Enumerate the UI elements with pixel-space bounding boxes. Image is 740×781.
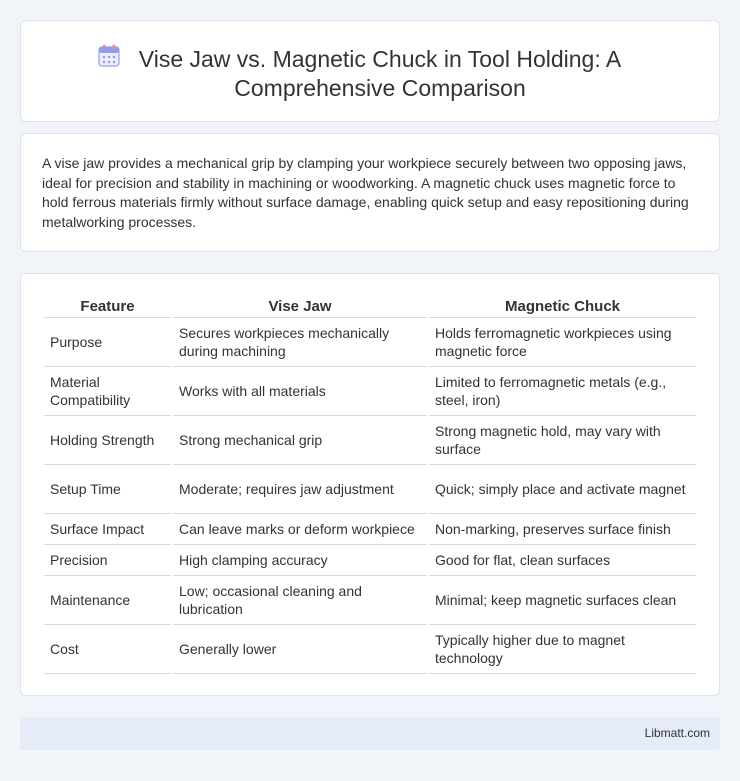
row-feature: Surface Impact: [44, 514, 171, 545]
header-magnetic-chuck: Magnetic Chuck: [429, 294, 696, 318]
footer: [20, 717, 720, 750]
table-row: [44, 465, 696, 514]
row-feature: Maintenance: [44, 576, 171, 625]
row-magnetic-chuck: Holds ferromagnetic workpieces using magnetic force: [429, 318, 696, 367]
intro-card: [20, 133, 720, 252]
title-card: [20, 20, 720, 122]
row-magnetic-chuck: Non-marking, preserves surface finish: [429, 514, 696, 545]
table-row: [44, 576, 696, 625]
row-vise-jaw: Low; occasional cleaning and lubrication: [173, 576, 427, 625]
row-feature: Setup Time: [44, 465, 171, 514]
row-feature: Holding Strength: [44, 416, 171, 465]
row-vise-jaw: High clamping accuracy: [173, 545, 427, 576]
table-row: [44, 514, 696, 545]
row-magnetic-chuck: Limited to ferromagnetic metals (e.g., steel, iron): [429, 367, 696, 416]
comparison-card: [20, 273, 720, 696]
row-magnetic-chuck: Good for flat, clean surfaces: [429, 545, 696, 576]
table-row: [44, 416, 696, 465]
page-title: Vise Jaw vs. Magnetic Chuck in Tool Holding: A Comprehensive Comparison: [138, 46, 622, 101]
row-vise-jaw: Strong mechanical grip: [173, 416, 427, 465]
row-magnetic-chuck: Strong magnetic hold, may vary with surface: [429, 416, 696, 465]
table-header-row: [44, 294, 696, 318]
row-feature: Material Compatibility: [44, 367, 171, 416]
row-vise-jaw: Works with all materials: [173, 367, 427, 416]
intro-text: A vise jaw provides a mechanical grip by clamping your workpiece securely between two opposing jaws, ideal for precision and stability in machining or woodworking. A magnetic chuck uses magnetic force to hold ferrous materials firmly without surface damage, enabling quick setup and easy repositioning during metalworking processes.: [42, 155, 689, 230]
row-vise-jaw: Can leave marks or deform workpiece: [173, 514, 427, 545]
row-magnetic-chuck: Typically higher due to magnet technology: [429, 625, 696, 674]
header-feature: Feature: [44, 294, 171, 318]
table-row: [44, 545, 696, 576]
row-vise-jaw: Secures workpieces mechanically during machining: [173, 318, 427, 367]
row-magnetic-chuck: Minimal; keep magnetic surfaces clean: [429, 576, 696, 625]
row-vise-jaw: Generally lower: [173, 625, 427, 674]
header-vise-jaw: Vise Jaw: [173, 294, 427, 318]
table-row: [44, 367, 696, 416]
footer-site-link[interactable]: Libmatt.com: [644, 726, 710, 740]
comparison-table: [42, 294, 698, 674]
row-feature: Purpose: [44, 318, 171, 367]
table-row: [44, 318, 696, 367]
row-vise-jaw: Moderate; requires jaw adjustment: [173, 465, 427, 514]
row-feature: Cost: [44, 625, 171, 674]
row-feature: Precision: [44, 545, 171, 576]
table-row: [44, 625, 696, 674]
row-magnetic-chuck: Quick; simply place and activate magnet: [429, 465, 696, 514]
